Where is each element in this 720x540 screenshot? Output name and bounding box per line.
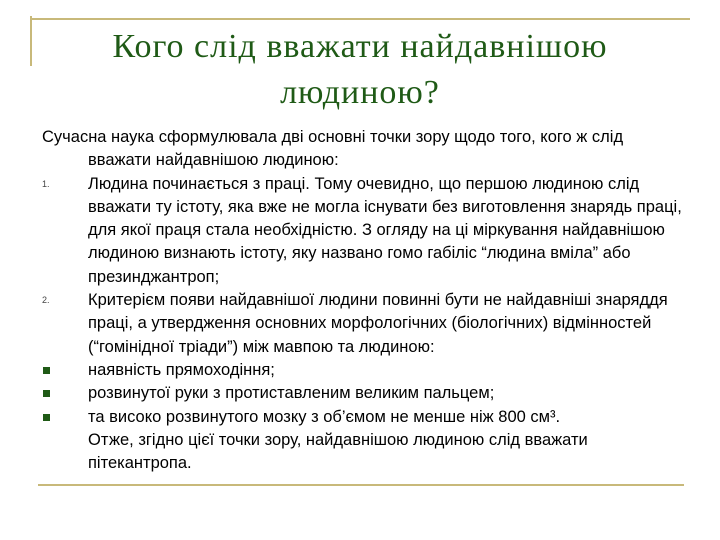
bullet-item-3 — [42, 406, 690, 429]
bullet-text-3: та високо розвинутого мозку з об’ємом не менше ніж 800 см³. — [88, 407, 561, 426]
numbered-text-1: Людина починається з праці. Тому очевидно, що першою людиною слід вважати ту істоту, яка вже не могла існувати без виготовлення знарядь праці, для якої праця стала необхідністю. З огляду на ці міркування найдавнішою людиною визнають істоту, яку названо гомо габіліс “людина вміла” або презинджантроп; — [88, 174, 682, 286]
bullet-item-1 — [42, 359, 690, 382]
frame-bottom-line — [38, 484, 684, 486]
conclusion-paragraph: Отже, згідно цієї точки зору, найдавнішою людиною слід вважати пітекантропа. — [88, 430, 588, 473]
frame-top-line — [32, 18, 690, 20]
bullet-text-1: наявність прямоходіння; — [88, 360, 275, 379]
bullet-text-2: розвинутої руки з протиставленим великим пальцем; — [88, 384, 495, 403]
numbered-text-2: Критерієм появи найдавнішої людини повинні бути не найдавніші знаряддя праці, а утвердження основних морфологічних (біологічних) відмінностей (“гомінідної тріади”) між мавпою та людиною: — [88, 291, 668, 356]
intro-paragraph: Сучасна наука сформулювала дві основні точки зору щодо того, кого ж слід вважати найдавнішою людиною: — [42, 128, 624, 170]
slide-title — [40, 24, 680, 116]
square-bullet-icon — [43, 414, 50, 421]
numbered-item-1 — [42, 173, 690, 289]
slide-title-line-1: Кого слід вважати найдавнішою — [112, 28, 608, 65]
frame-left-line — [30, 16, 32, 66]
slide-title-line-2: людиною? — [280, 74, 440, 111]
bullet-item-2 — [42, 382, 690, 405]
square-bullet-icon — [43, 390, 50, 397]
numbered-marker-2: 2. — [42, 295, 50, 306]
numbered-item-2 — [42, 289, 690, 359]
numbered-marker-1: 1. — [42, 178, 50, 189]
square-bullet-icon — [43, 367, 50, 374]
slide-body — [42, 126, 690, 475]
